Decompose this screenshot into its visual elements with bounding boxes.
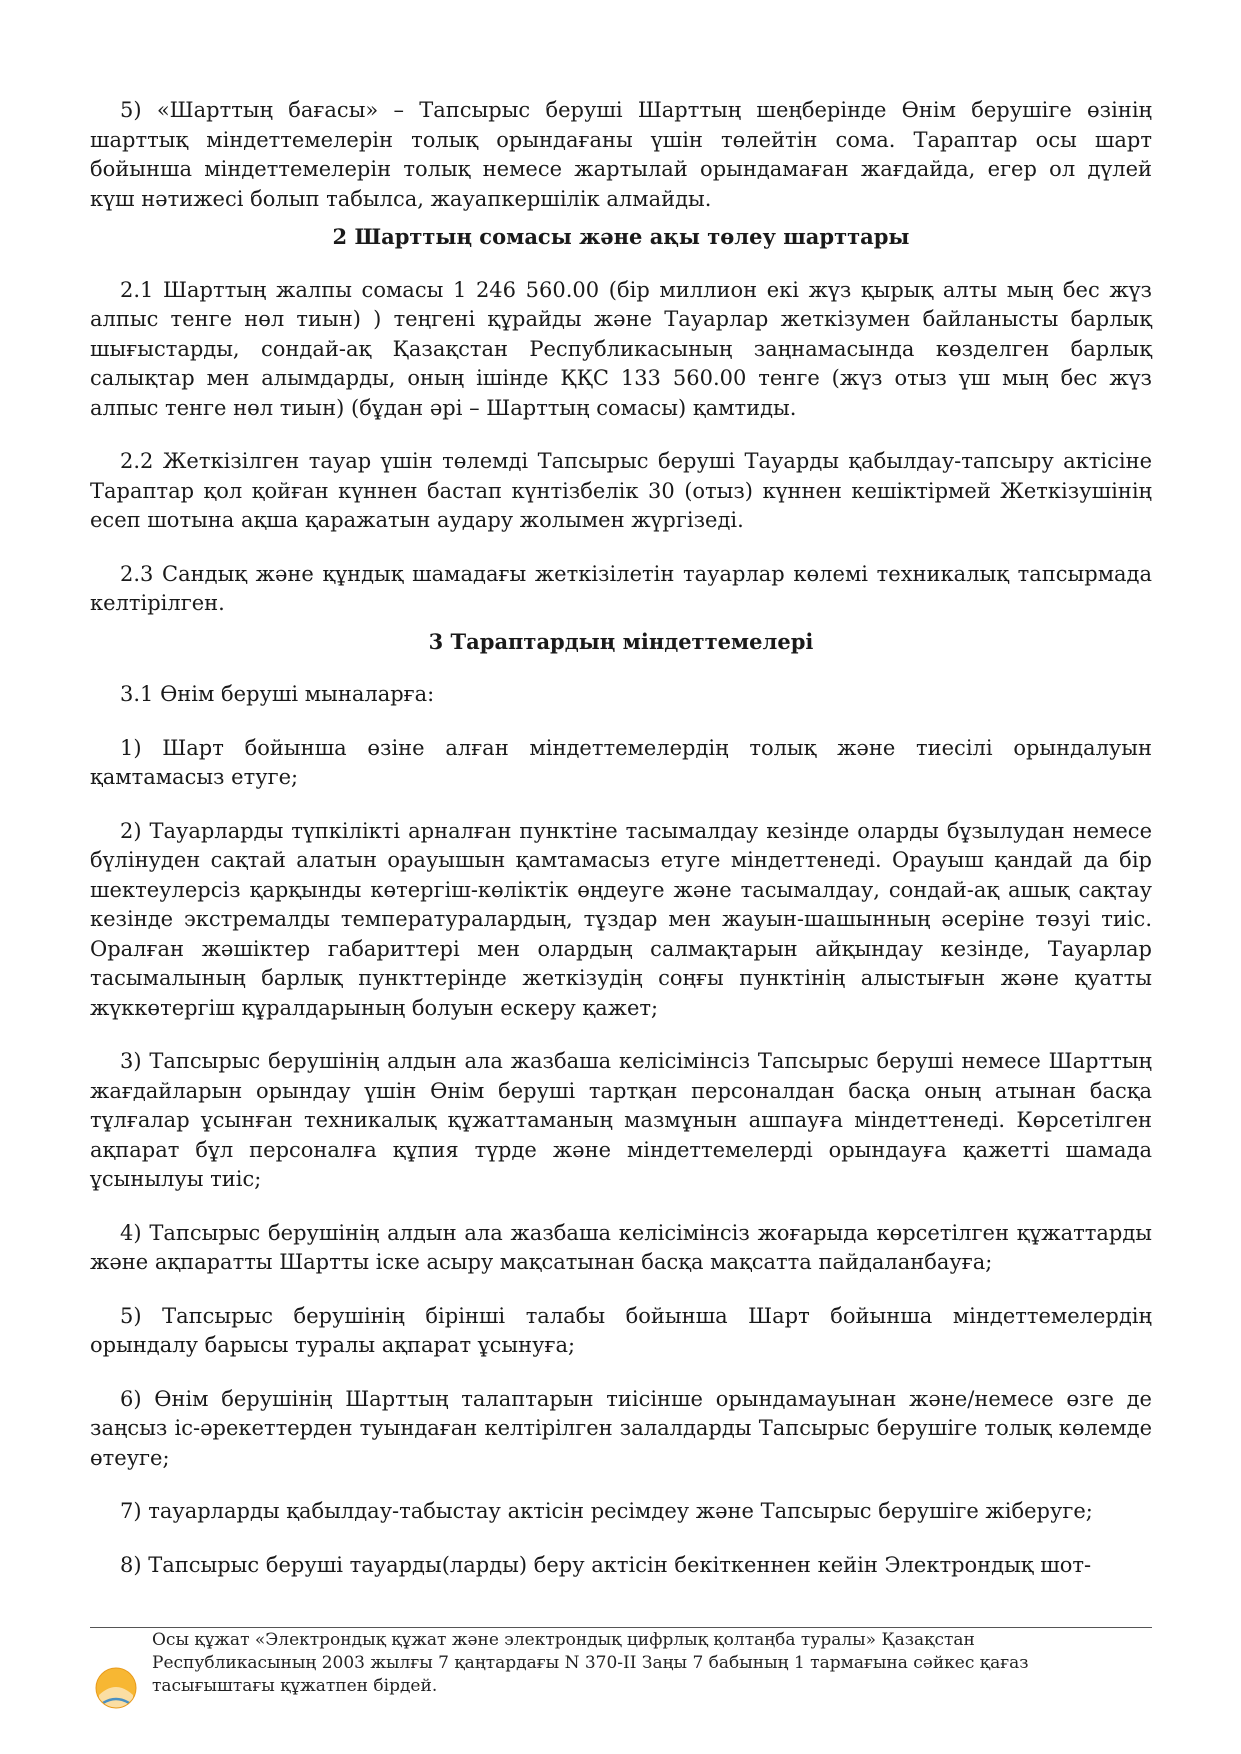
paragraph-2-2: 2.2 Жеткізілген тауар үшін төлемді Тапсырыс беруші Тауарды қабылдау-тапсыру актісіне Тараптар қол қойған күннен бастап күнтізбелік 30 (отыз) күннен кешіктірмей Жеткізушінің есеп шотына ақша қаражатын аудару жолымен жүргізеді. bbox=[90, 449, 1152, 532]
section-heading-2: 2 Шарттың сомасы және ақы төлеу шарттары bbox=[332, 224, 910, 249]
paragraph-3-1-item-8: 8) Тапсырыс беруші тауарды(ларды) беру актісін бекіткеннен кейін Электрондық шот- bbox=[120, 1552, 1092, 1577]
paragraph-3-1: 3.1 Өнім беруші мыналарға: bbox=[120, 682, 435, 706]
footer-legal-notice: Осы құжат «Электрондық құжат және электрондық цифрлық қолтаңба туралы» Қазақстан Республикасының 2003 жылғы 7 қаңтардағы N 370-II Заңы 7 бабының 1 тармағына сәйкес қағаз тасығыштағы құжатпен бірдей. bbox=[152, 1630, 1029, 1696]
paragraph-3-1-item-4: 4) Тапсырыс берушінің алдын ала жазбаша келісімінсіз жоғарыда көрсетілген құжаттарды және ақпаратты Шартты іске асыру мақсатынан басқа мақсатта пайдаланбауға; bbox=[90, 1220, 1152, 1274]
paragraph-3-1-item-2: 2) Тауарларды түпкілікті арналған пунктіне тасымалдау кезінде оларды бұзылудан немесе бүлінуден сақтай алатын орауышын қамтамасыз етуге міндеттенеді. Орауыш қандай да бір шектеулерсіз қарқынды көтергіш-көліктік өңдеуге және тасымалдау, сондай-ақ ашық сақтау кезінде экстремалды температуралардың, тұздар мен жауын-шашынның әсеріне төзуі тиіс. Оралған жәшіктер габариттері мен олардың салмақтарын айқындау кезінде, Тауарлар тасымалының барлық пункттерінде жеткізудің соңғы пунктінің алыстығын және қуатты жүккөтергіш құралдарының болуын ескеру қажет; bbox=[90, 818, 1152, 1020]
paragraph-3-1-item-5: 5) Тапсырыс берушінің бірінші талабы бойынша Шарт бойынша міндеттемелердің орындалу барысы туралы ақпарат ұсынуға; bbox=[90, 1303, 1152, 1357]
paragraph-3-1-item-7: 7) тауарларды қабылдау-табыстау актісін ресімдеу және Тапсырыс берушіге жіберуге; bbox=[120, 1499, 1093, 1523]
paragraph-3-1-item-1: 1) Шарт бойынша өзіне алған міндеттемелердің толық және тиесілі орындалуын қамтамасыз етуге; bbox=[90, 735, 1152, 789]
document-body bbox=[90, 96, 1152, 1580]
paragraph-3-1-item-6: 6) Өнім берушінің Шарттың талаптарын тиісінше орындамауынан және/немесе өзге де заңсыз іс-әрекеттерден туындаған келтірілген залалдарды Тапсырыс берушіге толық көлемде өтеуге; bbox=[90, 1386, 1152, 1470]
footer-divider bbox=[90, 1627, 1152, 1628]
section-heading-3: 3 Тараптардың міндеттемелері bbox=[428, 628, 814, 654]
paragraph-2-1: 2.1 Шарттың жалпы сомасы 1 246 560.00 (бір миллион екі жүз қырық алты мың бес жүз алпыс тенге нөл тиын) ) теңгені құрайды және Тауарлар жеткізумен байланысты барлық шығыстарды, сондай-ақ Қазақстан Республикасының заңнамасында көзделген барлық салықтар мен алымдарды, оның ішінде ҚҚС 133 560.00 тенге (жүз отыз үш мың бес жүз алпыс тенге нөл тиын) (бұдан әрі – Шарттың сомасы) қамтиды. bbox=[90, 277, 1152, 420]
paragraph-3-1-item-3: 3) Тапсырыс берушінің алдын ала жазбаша келісімінсіз Тапсырыс беруші немесе Шарттың жағдайларын орындау үшін Өнім беруші тартқан персоналдан басқа оның атынан басқа тұлғалар ұсынған техникалық құжаттаманың мазмұнын ашпауға міндеттенеді. Көрсетілген ақпарат бұл персоналға құпия түрде және міндеттемелерді орындауға қажетті шамада ұсынылуы тиіс; bbox=[90, 1049, 1152, 1191]
paragraph-2-3: 2.3 Сандық және құндық шамадағы жеткізілетін тауарлар көлемі техникалық тапсырмада келтірілген. bbox=[90, 561, 1152, 615]
page-footer bbox=[90, 1629, 1152, 1699]
sun-logo-icon bbox=[93, 1665, 139, 1711]
paragraph-price-definition: 5) «Шарттың бағасы» – Тапсырыс беруші Шарттың шеңберінде Өнім берушіге өзінің шарттық міндеттемелерін толық орындағаны үшін төлейтін сома. Тараптар осы шарт бойынша міндеттемелерін толық немесе жартылай орындамаған жағдайда, егер ол дүлей күш нәтижесі болып табылса, жауапкершілік алмайды. bbox=[90, 98, 1152, 211]
